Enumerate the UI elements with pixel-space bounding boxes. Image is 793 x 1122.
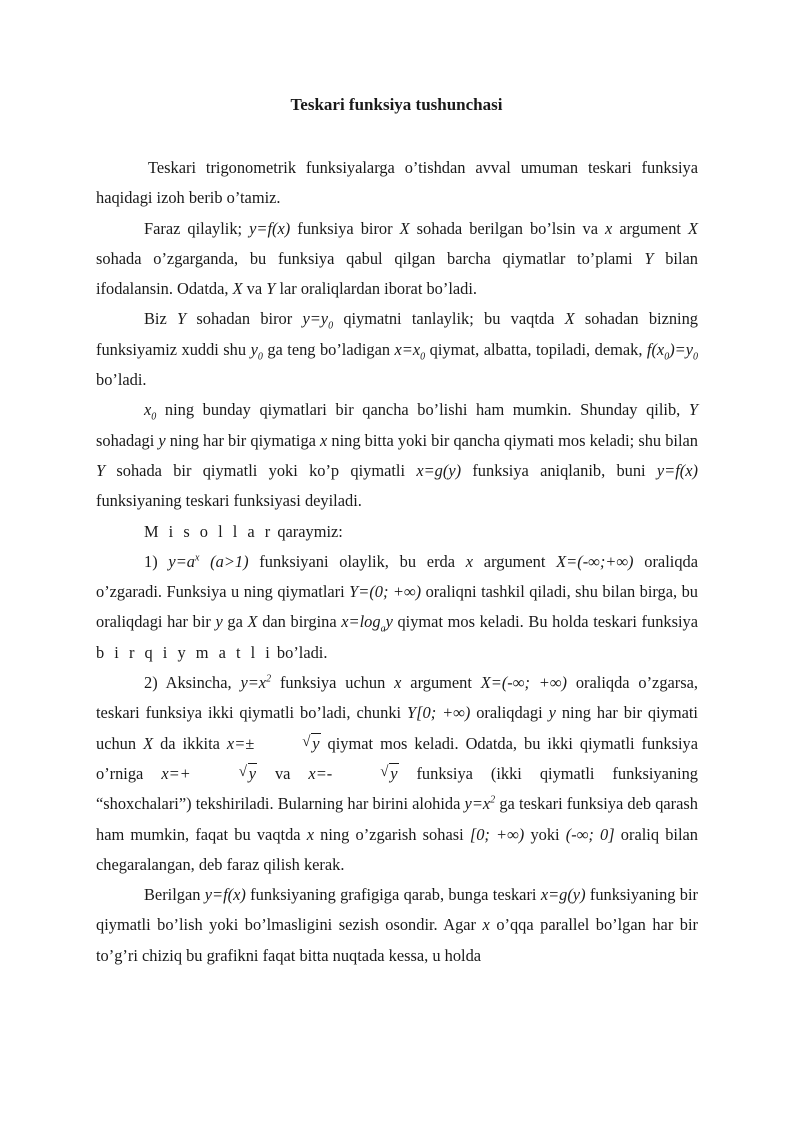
formula-part: (a>1) — [199, 551, 249, 571]
text-run: oraliqda o’zgarsa, teskari funksiya ikki qiymatli bo’ladi, chunki — [96, 673, 699, 723]
formula: Y — [644, 248, 654, 268]
formula — [394, 339, 426, 363]
paragraph-graph-criterion — [96, 880, 698, 971]
text-run: argument — [612, 218, 688, 238]
paragraph-definition — [96, 214, 698, 305]
formula — [144, 400, 157, 423]
formula: X=(-∞; +∞) — [480, 673, 567, 693]
text-run: sohada berilgan bo’lsin va — [409, 218, 606, 238]
text-run: yoki — [524, 824, 566, 844]
document-body — [96, 153, 698, 971]
formula: x=± — [226, 733, 255, 753]
subscript: 0 — [257, 351, 263, 363]
text-run: oraliqda o’zgaradi. Funksiya u ning qiymatlari — [96, 551, 698, 602]
formula: X — [564, 309, 575, 329]
text-run: 1) — [144, 551, 169, 571]
formula: y=f(x) — [656, 460, 698, 480]
text-run: oraliqni tashkil qiladi, shu bilan birga, bu oraliqdagi har bir — [96, 582, 698, 632]
text-run: qaraymiz: — [273, 521, 343, 541]
formula: x=+ — [161, 763, 191, 783]
text-run: argument — [401, 673, 481, 693]
text-run: funksiya (ikki qiymatli funksiyaning “shoxchalari”) tekshiriladi. Bularning har birini alohida — [96, 763, 699, 814]
formula: [0; +∞) — [469, 824, 525, 844]
text-run: da ikkita — [153, 733, 227, 753]
square-root — [254, 729, 320, 759]
subscript: 0 — [328, 320, 334, 332]
paragraph-example-2 — [96, 668, 698, 880]
text-run: sohada bir qiymatli yoki ko’p qiymatli — [105, 460, 417, 480]
formula-part: f(x — [646, 339, 665, 359]
text-run: funksiya uchun — [271, 673, 395, 693]
radical-sign-icon: √ — [302, 733, 311, 750]
formula: Y — [177, 309, 187, 329]
subscript: 0 — [664, 351, 670, 363]
subscript: 0 — [420, 351, 426, 363]
formula-part: y=a — [168, 551, 195, 571]
formula: (-∞; 0] — [565, 824, 615, 844]
paragraph-intro — [96, 153, 698, 214]
text-run: qiymatni tanlaylik; bu vaqtda — [333, 309, 565, 329]
superscript: 2 — [266, 673, 272, 685]
formula: x — [306, 824, 314, 844]
formula: x=g(y) — [540, 885, 586, 905]
square-root — [332, 759, 398, 789]
radical-sign-icon: √ — [380, 763, 389, 780]
formula: Y — [688, 400, 698, 420]
radical-sign-icon: √ — [238, 763, 247, 780]
formula — [465, 794, 496, 813]
subscript: 0 — [151, 411, 157, 423]
text-run: ning o’zgarish sohasi — [314, 824, 470, 844]
formula — [240, 673, 271, 692]
text-run: funksiyani olaylik, bu erda — [248, 551, 466, 571]
formula-part: x=log — [341, 612, 381, 632]
text-run: va — [257, 763, 309, 783]
superscript: x — [194, 552, 200, 564]
paragraph-choice — [96, 304, 698, 395]
formula: y=f(x) — [204, 885, 246, 905]
formula: y=f(x) — [249, 218, 291, 238]
text-run: va — [242, 279, 267, 299]
text-run: o’qqa parallel bo’lgan har bir to’g’ri chiziq bu grafikni faqat bitta nuqtada kessa, u holda — [96, 915, 698, 965]
text-run: funksiyaning bir qiymatli bo’lish yoki bo’lmasligini sezish osondir. Agar — [96, 885, 698, 935]
text-run: bo’ladi. — [272, 642, 328, 662]
formula: Y=(0; +∞) — [349, 582, 422, 602]
text-run: dan birgina — [257, 612, 342, 632]
subscript: 0 — [692, 351, 698, 363]
formula-part: x=x — [394, 339, 421, 359]
formula: x=g(y) — [416, 460, 462, 480]
text-run: Berilgan — [144, 885, 205, 905]
text-run: qiymat, albatta, topiladi, demak, — [425, 339, 647, 359]
text-run: bilan ifodalansin. Odatda, — [96, 248, 698, 299]
formula — [341, 612, 393, 635]
formula — [302, 309, 334, 332]
formula: X — [247, 612, 258, 632]
formula-part: x — [144, 400, 152, 420]
formula-part: y=x — [240, 673, 267, 693]
paragraph-inverse-definition — [96, 395, 698, 516]
formula: X — [232, 279, 243, 299]
text-run: funksiyaning teskari funksiyasi deyiladi. — [96, 491, 362, 511]
text-run: ning har bir qiymati uchun — [96, 703, 698, 753]
paragraph-examples-heading — [96, 517, 698, 547]
text-run: funksiya biror — [290, 218, 400, 238]
radicand: y — [390, 763, 398, 783]
formula: X — [143, 733, 154, 753]
formula: y — [548, 703, 556, 723]
formula: y — [158, 430, 166, 450]
text-run: sohadan bizning funksiyamiz xuddi shu — [96, 309, 698, 359]
formula: x — [320, 430, 328, 450]
formula: x=- — [308, 763, 333, 783]
formula: X=(-∞;+∞) — [556, 551, 634, 571]
spaced-emphasis: b i r q i y m a t l i — [96, 642, 273, 662]
subscript: a — [380, 623, 386, 635]
formula: X — [399, 218, 410, 238]
formula — [250, 339, 263, 363]
formula: Y — [96, 460, 106, 480]
text-run: sohadan biror — [186, 309, 303, 329]
formula: y — [215, 612, 223, 632]
text-run: ning bunday qiymatlari bir qancha bo’lishi ham mumkin. Shunday qilib, — [156, 400, 689, 420]
paragraph-example-1 — [96, 547, 698, 668]
text-run: ning har bir qiymatiga — [165, 430, 321, 450]
formula — [168, 552, 248, 571]
radicand: y — [248, 763, 256, 783]
text-run: ga teskari funksiya deb qarash ham mumkin, faqat bu vaqtda — [96, 794, 698, 844]
text-run: 2) Aksincha, — [144, 673, 241, 693]
formula: X — [687, 218, 698, 238]
text-run: Biz — [144, 309, 178, 329]
formula: x — [465, 551, 474, 571]
formula: x — [482, 915, 490, 935]
spaced-heading: M i s o l l a r — [144, 521, 274, 541]
square-root — [191, 759, 257, 789]
formula — [646, 339, 698, 363]
formula-part: y — [385, 612, 393, 632]
text-run: ga — [222, 612, 248, 632]
page-title: Teskari funksiya tushunchasi — [290, 95, 503, 114]
text-run: ga teng bo’ladigan — [262, 339, 395, 359]
formula-part: )=y — [669, 339, 693, 359]
text-run: qiymat mos keladi. Odatda, bu ikki qiymatli funksiya o’rniga — [96, 733, 699, 783]
formula-part: y=x — [464, 794, 491, 814]
text-run: sohadagi — [96, 430, 159, 450]
text-run: bo’ladi. — [96, 370, 147, 390]
text-run: sohada o’zgarganda, bu funksiya qabul qilgan barcha qiymatlar to’plami — [96, 248, 645, 268]
formula: x — [394, 673, 402, 693]
formula-part: y — [250, 339, 258, 359]
formula: x — [605, 218, 613, 238]
text-run: funksiya aniqlanib, buni — [461, 460, 657, 480]
text-run: lar oraliqlardan iborat bo’ladi. — [275, 279, 477, 299]
text-run: ning bitta yoki bir qancha qiymati mos keladi; shu bilan — [327, 430, 698, 450]
text-run: Faraz qilaylik; — [144, 218, 250, 238]
text-run: oraliq bilan chegaralangan, deb faraz qilish kerak. — [96, 824, 698, 874]
formula: Y[0; +∞) — [407, 703, 471, 723]
formula: Y — [266, 279, 276, 299]
text-run: oraliqdagi — [470, 703, 549, 723]
text-run: funksiyaning grafigiga qarab, bunga teskari — [245, 885, 541, 905]
paragraph-text: Teskari trigonometrik funksiyalarga o’tishdan avval umuman teskari funksiya haqidagi izoh berib o’tamiz. — [96, 158, 698, 208]
superscript: 2 — [490, 794, 496, 806]
formula-part: y=y — [302, 309, 329, 329]
text-run: argument — [473, 551, 557, 571]
radicand: y — [312, 733, 320, 753]
text-run: qiymat mos keladi. Bu holda teskari funksiya — [392, 612, 698, 632]
